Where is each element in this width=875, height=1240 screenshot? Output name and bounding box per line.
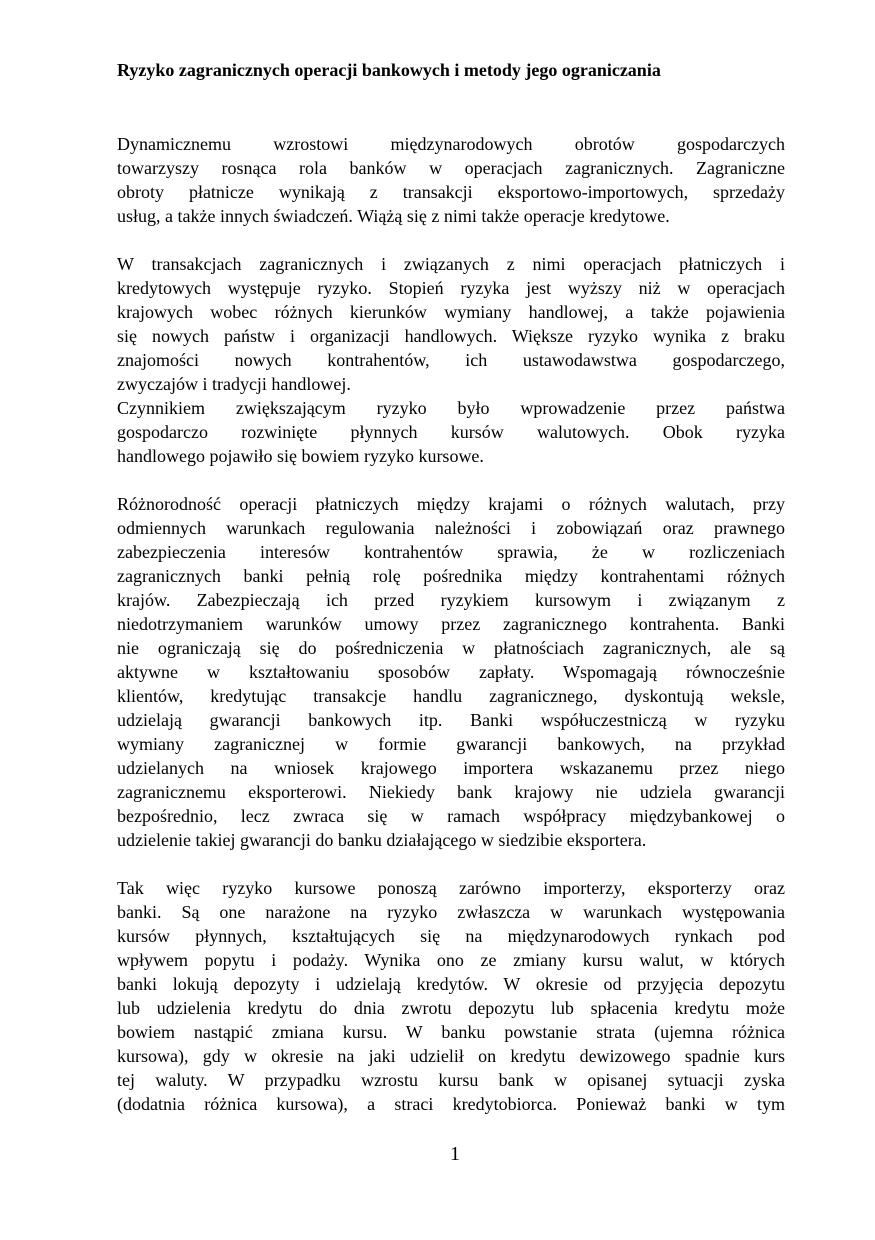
text-line: zagranicznych banki pełnią rolę pośrednika między kontrahentami różnych — [117, 566, 785, 586]
text-line: wpływem popytu i podaży. Wynika ono ze zmiany kursu walut, w których — [117, 950, 785, 970]
text-line: towarzyszy rosnąca rola banków w operacjach zagranicznych. Zagraniczne — [117, 158, 785, 178]
text-line: udzielenie takiej gwarancji do banku działającego w siedzibie eksportera. — [117, 830, 647, 850]
text-line: zagranicznemu eksporterowi. Niekiedy bank krajowy nie udziela gwarancji — [117, 782, 785, 802]
text-line: banki lokują depozyty i udzielają kredytów. W okresie od przyjęcia depozytu — [117, 974, 785, 994]
text-line: handlowego pojawiło się bowiem ryzyko kursowe. — [117, 446, 484, 466]
text-line: znajomości nowych kontrahentów, ich ustawodawstwa gospodarczego, — [117, 350, 785, 370]
text-line: usług, a także innych świadczeń. Wiążą się z nimi także operacje kredytowe. — [117, 206, 670, 226]
page-number: 1 — [450, 1143, 460, 1165]
text-line: Tak więc ryzyko kursowe ponoszą zarówno importerzy, eksporterzy oraz — [117, 878, 785, 898]
text-line: Różnorodność operacji płatniczych między krajami o różnych walutach, przy — [117, 494, 785, 514]
text-line: lub udzielenia kredytu do dnia zwrotu depozytu lub spłacenia kredytu może — [117, 998, 785, 1018]
paragraph — [117, 132, 785, 228]
text-line: tej waluty. W przypadku wzrostu kursu bank w opisanej sytuacji zyska — [117, 1070, 785, 1090]
document-title: Ryzyko zagranicznych operacji bankowych i metody jego ograniczania — [117, 60, 661, 80]
text-line: gospodarczo rozwinięte płynnych kursów walutowych. Obok ryzyka — [117, 422, 785, 442]
paragraph — [117, 252, 785, 468]
text-line: Czynnikiem zwiększającym ryzyko było wprowadzenie przez państwa — [117, 398, 785, 418]
text-line: udzielanych na wniosek krajowego importera wskazanemu przez niego — [117, 758, 785, 778]
paragraph — [117, 492, 785, 852]
text-line: Dynamicznemu wzrostowi międzynarodowych obrotów gospodarczych — [117, 134, 785, 154]
paragraph — [117, 876, 785, 1116]
text-line: odmiennych warunkach regulowania należności i zobowiązań oraz prawnego — [117, 518, 785, 538]
text-line: krajowych wobec różnych kierunków wymiany handlowej, a także pojawienia — [117, 302, 785, 322]
text-line: klientów, kredytując transakcje handlu zagranicznego, dyskontują weksle, — [117, 686, 785, 706]
text-line: zabezpieczenia interesów kontrahentów sprawia, że w rozliczeniach — [117, 542, 785, 562]
text-line: się nowych państw i organizacji handlowych. Większe ryzyko wynika z braku — [117, 326, 785, 346]
text-line: wymiany zagranicznej w formie gwarancji bankowych, na przykład — [117, 734, 785, 754]
text-line: bezpośrednio, lecz zwraca się w ramach współpracy międzybankowej o — [117, 806, 785, 826]
text-line: udzielają gwarancji bankowych itp. Banki współuczestniczą w ryzyku — [117, 710, 785, 730]
text-line: kredytowych występuje ryzyko. Stopień ryzyka jest wyższy niż w operacjach — [117, 278, 785, 298]
text-line: zwyczajów i tradycji handlowej. — [117, 374, 351, 394]
text-line: krajów. Zabezpieczają ich przed ryzykiem kursowym i związanym z — [117, 590, 785, 610]
text-line: kursów płynnych, kształtujących się na międzynarodowych rynkach pod — [117, 926, 785, 946]
text-line: nie ograniczają się do pośredniczenia w płatnościach zagranicznych, ale są — [117, 638, 785, 658]
text-line: niedotrzymaniem warunków umowy przez zagranicznego kontrahenta. Banki — [117, 614, 785, 634]
text-line: obroty płatnicze wynikają z transakcji eksportowo-importowych, sprzedaży — [117, 182, 785, 202]
text-line: W transakcjach zagranicznych i związanych z nimi operacjach płatniczych i — [117, 254, 785, 274]
text-line: banki. Są one narażone na ryzyko zwłaszcza w warunkach występowania — [117, 902, 785, 922]
text-line: bowiem nastąpić zmiana kursu. W banku powstanie strata (ujemna różnica — [117, 1022, 785, 1042]
text-line: (dodatnia różnica kursowa), a straci kredytobiorca. Ponieważ banki w tym — [117, 1094, 785, 1114]
text-line: kursowa), gdy w okresie na jaki udzielił on kredytu dewizowego spadnie kurs — [117, 1046, 785, 1066]
text-line: aktywne w kształtowaniu sposobów zapłaty. Wspomagają równocześnie — [117, 662, 785, 682]
